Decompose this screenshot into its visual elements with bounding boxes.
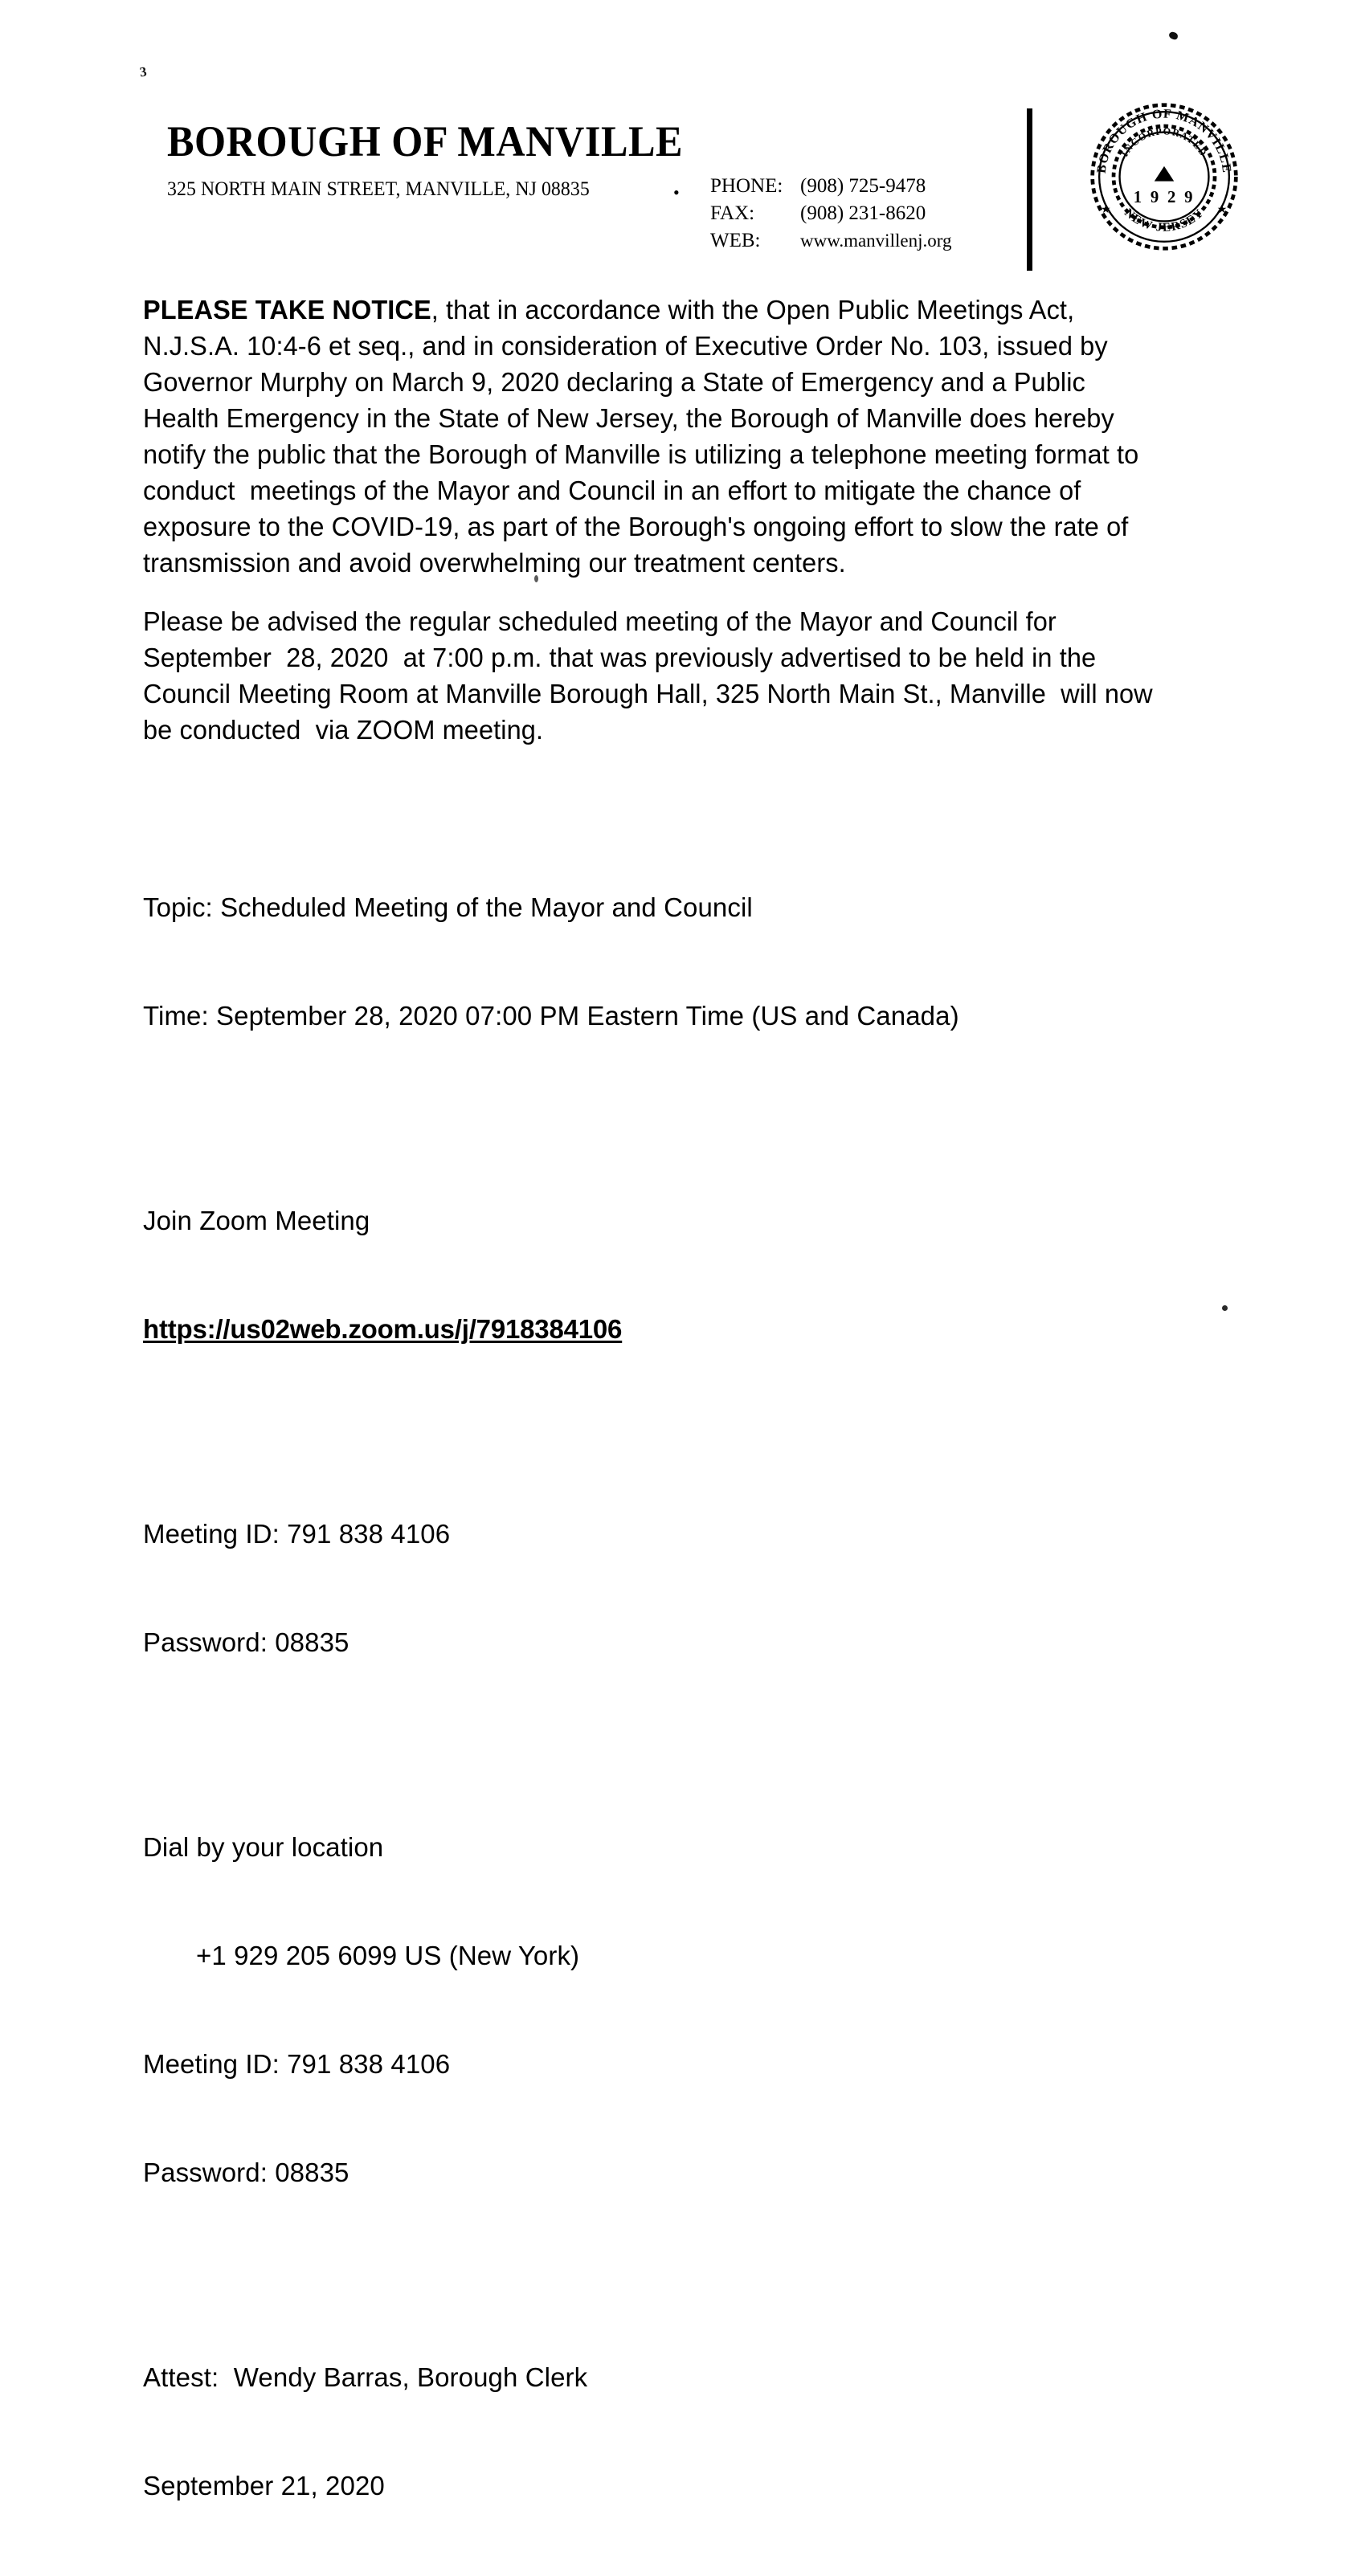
password-line: Password: 08835 [143, 1627, 349, 1657]
dial-in-block [143, 1757, 1179, 2263]
contact-row-web [710, 227, 951, 255]
svg-text:1 9 2 9: 1 9 2 9 [1133, 188, 1196, 206]
svg-text:★: ★ [1101, 203, 1111, 217]
dial-password-line: Password: 08835 [143, 2158, 349, 2187]
section-spacer-3 [143, 1419, 1179, 1443]
contact-value-phone: (908) 725-9478 [800, 175, 926, 197]
letterhead [0, 0, 1357, 273]
paragraph-notice [143, 292, 1164, 581]
zoom-meeting-link[interactable]: https://us02web.zoom.us/j/7918384106 [143, 1314, 623, 1344]
contact-block [710, 173, 951, 255]
contact-row-fax [710, 200, 951, 227]
svg-text:INCORPORATED: INCORPORATED [1118, 125, 1210, 159]
dial-in-heading: Dial by your location [143, 1832, 384, 1862]
organization-title: BOROUGH OF MANVILLE [167, 117, 684, 165]
attest-block [143, 2287, 1179, 2576]
organization-address: 325 NORTH MAIN STREET, MANVILLE, NJ 08835 [167, 178, 590, 200]
section-spacer-4 [143, 1733, 1179, 1757]
dial-meeting-id-line: Meeting ID: 791 838 4106 [143, 2049, 451, 2079]
time-line: Time: September 28, 2020 07:00 PM Eastern Time (US and Canada) [143, 1001, 959, 1031]
join-zoom-block [143, 1130, 1179, 1419]
contact-value-web[interactable]: www.manvillenj.org [800, 231, 952, 251]
attest-date: September 21, 2020 [143, 2471, 385, 2500]
meeting-id-line: Meeting ID: 791 838 4106 [143, 1519, 451, 1549]
contact-label-web: WEB: [710, 230, 761, 251]
contact-label-fax: FAX: [710, 202, 755, 224]
scan-artifact-right-dot [1222, 1305, 1228, 1311]
municipal-seal-icon [1089, 101, 1240, 252]
svg-text:BOROUGH OF MANVILLE: BOROUGH OF MANVILLE [1094, 107, 1234, 174]
dial-in-number[interactable]: +1 929 205 6099 US (New York) [196, 1941, 580, 1970]
join-zoom-heading: Join Zoom Meeting [143, 1206, 370, 1235]
svg-text:★: ★ [1216, 203, 1228, 217]
attest-line: Attest: Wendy Barras, Borough Clerk [143, 2362, 588, 2392]
topic-time-block [143, 817, 1179, 1106]
contact-label-phone: PHONE: [710, 175, 783, 197]
section-spacer-2 [143, 1106, 1179, 1130]
svg-text:NEW JERSEY: NEW JERSEY [1122, 206, 1207, 235]
notice-body-text: , that in accordance with the Open Public Meetings Act, N.J.S.A. 10:4-6 et seq., and in consideration of Executive Order No. 103, issued by Governor Murphy on March 9, 2020 declaring a State of Emergency and a Public Health Emergency in the State of New Jersey, the Borough of Manville does hereby notify the public that the Borough of Manville is utilizing a telephone meeting format to conduct meetings of the Mayor and Council in an effort to mitigate the chance of exposure to the COVID-19, as part of the Borough's ongoing effort to slow the rate of transmission and avoid overwhelming our treatment centers. [143, 295, 1147, 578]
notice-body [143, 292, 1179, 2576]
credentials-block [143, 1443, 1179, 1733]
paragraph-meeting-details: Please be advised the regular scheduled meeting of the Mayor and Council for September 28, 2020 at 7:00 p.m. that was previously advertised to be held in the Council Meeting Room at Manville Borough Hall, 325 North Main St., Manville will now be conducted via ZOOM meeting. [143, 606, 1160, 745]
section-spacer-1 [143, 770, 1179, 817]
notice-lead-bold: PLEASE TAKE NOTICE [143, 295, 431, 325]
scan-artifact-corner-mark: 3 [138, 63, 148, 80]
topic-line: Topic: Scheduled Meeting of the Mayor and Council [143, 892, 753, 922]
contact-value-fax: (908) 231-8620 [800, 202, 926, 224]
contact-row-phone [710, 173, 951, 200]
bullet-separator-icon: • [673, 182, 680, 202]
section-spacer-5 [143, 2263, 1179, 2287]
header-vertical-divider [1027, 108, 1032, 271]
